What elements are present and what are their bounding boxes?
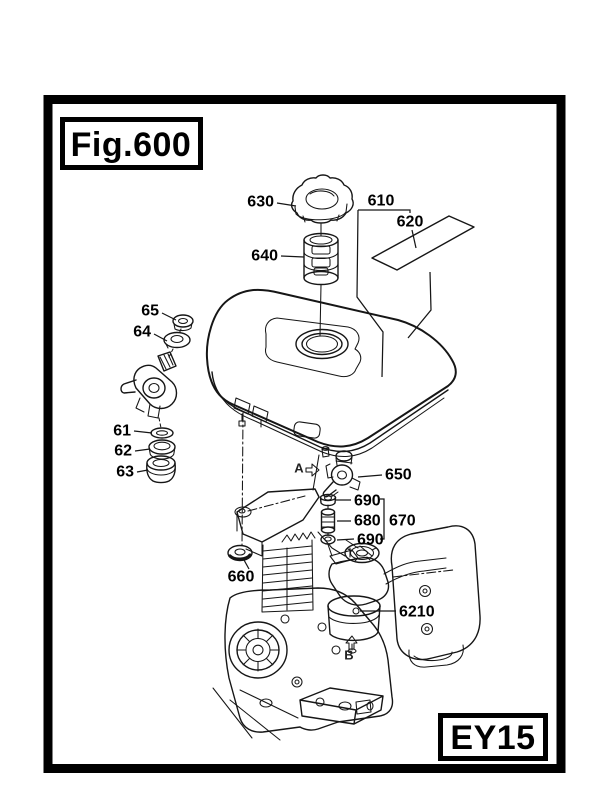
governor-spring bbox=[282, 532, 315, 542]
callout-leader-640 bbox=[281, 256, 304, 257]
drawing bbox=[121, 175, 480, 740]
part-number-62: 62 bbox=[114, 442, 132, 460]
part-callouts bbox=[113, 193, 434, 621]
washer-64 bbox=[164, 333, 190, 349]
part-number-660: 660 bbox=[227, 568, 255, 586]
fuel-tank bbox=[207, 290, 456, 457]
fuel-filter bbox=[304, 234, 338, 285]
part-number-61: 61 bbox=[113, 422, 131, 440]
air-cleaner bbox=[391, 526, 480, 667]
nut-690-upper bbox=[321, 495, 336, 506]
figure-label: Fig.600 bbox=[70, 126, 192, 164]
part-number-63: 63 bbox=[116, 463, 134, 481]
nut-65 bbox=[173, 315, 193, 331]
alignment-line-left bbox=[242, 413, 243, 545]
filter-assembly-line bbox=[320, 285, 321, 336]
callout-leader-650 bbox=[358, 475, 382, 477]
cup-63 bbox=[147, 456, 176, 483]
part-number-6210: 6210 bbox=[399, 603, 435, 621]
case-bolts bbox=[260, 615, 340, 707]
flywheel bbox=[229, 622, 287, 678]
fuel-cock-650 bbox=[323, 451, 360, 497]
carburetor bbox=[328, 540, 389, 653]
model-label: EY15 bbox=[450, 719, 536, 757]
model-label-box bbox=[441, 716, 546, 759]
fuel-cock-body bbox=[121, 352, 177, 418]
part-number-65: 65 bbox=[141, 302, 159, 320]
part-number-620: 620 bbox=[396, 213, 424, 231]
part-number-610: 610 bbox=[367, 192, 395, 210]
grommet-660 bbox=[228, 546, 252, 561]
callout-leader-610 bbox=[357, 210, 383, 377]
fuel-cap bbox=[292, 175, 354, 223]
callout-leader-61 bbox=[134, 431, 152, 433]
engine-block bbox=[213, 489, 480, 740]
part-number-670: 670 bbox=[389, 512, 416, 530]
mount-block bbox=[300, 688, 383, 724]
callout-leader-62 bbox=[135, 449, 150, 451]
washer-61 bbox=[151, 428, 173, 438]
part-number-680: 680 bbox=[354, 512, 381, 530]
part-number-690: 690 bbox=[354, 492, 381, 510]
part-number-690: 690 bbox=[357, 531, 384, 549]
part-number-64: 64 bbox=[133, 323, 151, 341]
part-number-630: 630 bbox=[247, 193, 274, 211]
callout-leader-65 bbox=[162, 313, 176, 320]
callout-leader-620 bbox=[412, 230, 416, 248]
figure-label-box bbox=[63, 120, 201, 168]
callout-leader-690 bbox=[337, 539, 354, 540]
part-number-640: 640 bbox=[251, 247, 278, 265]
cylinder-fins bbox=[262, 540, 313, 612]
callout-leader-630 bbox=[277, 203, 296, 206]
strainer-680 bbox=[322, 509, 335, 533]
part-number-650: 650 bbox=[385, 466, 412, 484]
crankcase bbox=[225, 588, 393, 732]
strainer-chain-line bbox=[328, 505, 332, 556]
direction-letter-b: B bbox=[344, 647, 354, 663]
direction-letter-a: A bbox=[294, 460, 304, 476]
